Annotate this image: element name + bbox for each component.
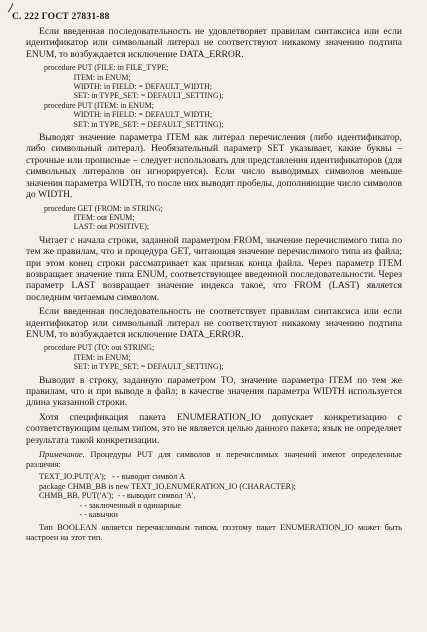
example-line: TEXT_IO.PUT('A'); - - выводит символ А: [39, 472, 185, 482]
code-line: WIDTH: in FIELD: = DEFAULT_WIDTH;: [44, 82, 213, 92]
code-line: SET: in TYPE_SET: = DEFAULT_SETTING);: [44, 362, 224, 372]
paragraph: Хотя спецификация пакета ENUMERATION_IO допускает конкретизацию с соответствующим целым типом, это не является целью данного пакета; язык не определяет результата такой конкретизации.: [26, 411, 402, 446]
code-line: LAST: out POSITIVE);: [44, 222, 150, 232]
code-line: procedure GET (FROM: in STRING;: [44, 203, 163, 213]
code-block: [44, 343, 402, 371]
example-block: [39, 472, 402, 520]
code-line: procedure PUT (TO: out STRING;: [44, 343, 155, 353]
paragraph: Если введенная последовательность не удовлетворяет правилам синтаксиса или если идентификатор или символьный литерал не соответствуют никакому значению подтипа ENUM, то возбуждается исключение DATA_ERROR.: [26, 26, 402, 60]
example-line: CHMB_BB. PUT('A'); - - выводит символ 'A',: [39, 491, 196, 501]
example-line: - - кавычки: [39, 510, 118, 520]
code-block: [44, 204, 402, 232]
code-block: [44, 63, 402, 129]
example-line: package CHMB_BB is new TEXT_IO.ENUMERATION_IO (CHARACTER);: [39, 481, 297, 491]
note-label: Примечание.: [39, 450, 85, 460]
code-line: ITEM: out ENUM;: [44, 212, 135, 222]
code-line: SET: in TYPE_SET: = DEFAULT_SETTING);: [44, 91, 224, 101]
page-header: С. 222 ГОСТ 27831-88: [12, 12, 110, 22]
code-line: ITEM: in ENUM;: [44, 352, 131, 362]
code-line: procedure PUT (ITEM: in ENUM;: [44, 100, 154, 110]
code-line: WIDTH: in FIELD: = DEFAULT_WIDTH;: [44, 110, 213, 120]
note-text: Процедуры PUT для символов и перечислимых значений имеют определенные различия:: [26, 450, 402, 470]
paragraph: Читает с начала строки, заданной параметром FROM, значение перечислимого типа по тем же правилам, что и процедура GET, читающая значение перечислимого типа из файла; при этом конец строки рассматривает как признак конца файла. Через параметр ITEM возвращает значение типа ENUM, соответствующее введенной последовательности. Через параметр LAST возвращает значение индекса такое, что FROM (LAST) является последним читаемым символом.: [26, 234, 402, 303]
paragraph: Выводит в строку, заданную параметром TO, значение параметра ITEM по тем же правилам, что и при выводе в файл; в качестве значения параметра WIDTH используется длина указанной строки.: [26, 374, 402, 409]
code-line: SET: in TYPE_SET: = DEFAULT_SETTING);: [44, 119, 224, 129]
example-line: - - заключенный в одинарные: [39, 500, 181, 510]
code-line: procedure PUT (FILE: in FILE_TYPE;: [44, 63, 169, 73]
paragraph: Если введенная последовательность не соответствует правилам синтаксиса или если идентификатор или символьный литерал не соответствуют никакому значению подтипа ENUM, то возбуждается исключение DATA_ERROR.: [26, 306, 402, 340]
paragraph: Выводят значение параметра ITEM как литерал перечисления (либо идентификатор, либо символьный литерал). Необязательный параметр SET указывает, какие буквы – строчные или прописные – следует использовать для представления идентификаторов (для символьных литералов он игнорируется). Если число выводимых символов меньше значения параметра WIDTH, то после них выводят пробелы, дополняющие число символов до WIDTH.: [26, 132, 402, 201]
note-paragraph: [26, 450, 402, 470]
code-line: ITEM: in ENUM;: [44, 72, 131, 82]
document-body: [26, 26, 402, 543]
closing-paragraph: Тип BOOLEAN является перечислимым типом, поэтому пакет ENUMERATION_IO может быть настроен на этот тип.: [26, 523, 402, 542]
